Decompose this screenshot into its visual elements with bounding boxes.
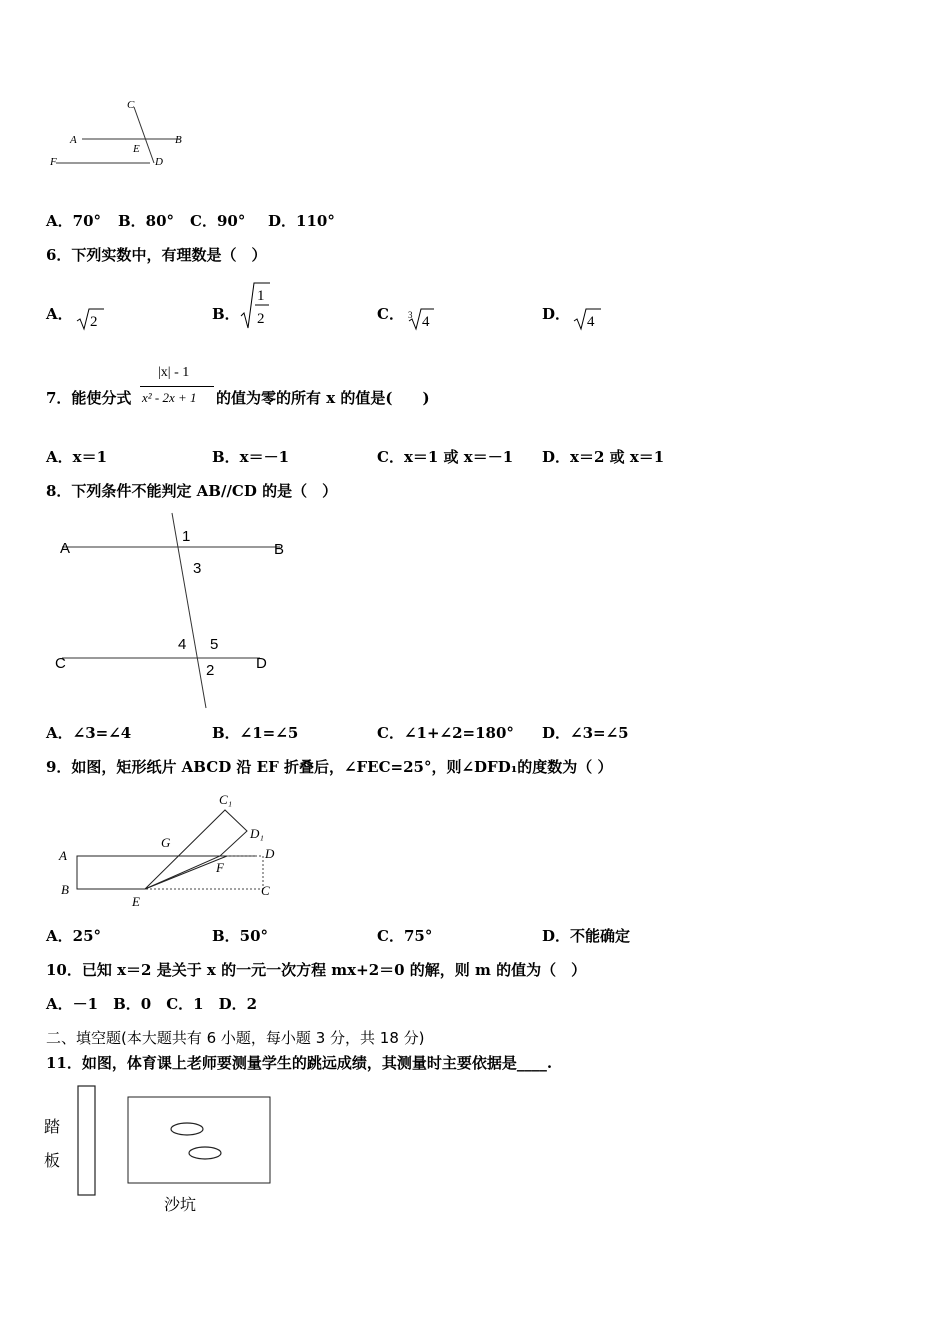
- q11-pit-label: 沙坑: [164, 1195, 197, 1214]
- q5-label-d: D: [155, 156, 163, 168]
- q6-stem: 6．下列实数中，有理数是（ ）: [46, 246, 267, 264]
- q5-option-a: A．70°: [46, 212, 102, 230]
- q7-numerator: |x| - 1: [158, 365, 190, 380]
- q6-option-d-label: D．: [542, 305, 571, 323]
- q8-stem: 8．下列条件不能判定 AB//CD 的是（ ）: [46, 482, 338, 500]
- q9-label-d: D: [265, 846, 275, 861]
- q6-option-b-sqrt-half: [240, 280, 272, 332]
- q10-stem: 10．已知 x＝2 是关于 x 的一元一次方程 mx+2＝0 的解，则 m 的值为（ ）: [46, 961, 587, 979]
- q11-board-char-2: 板: [44, 1151, 61, 1170]
- q5-figure: [40, 95, 200, 175]
- q7-prefix: 7．能使分式: [46, 389, 132, 407]
- q7-suffix: 的值为零的所有 x 的值是( ): [216, 389, 430, 407]
- q10-options: A．－1 B．0 C．1 D．2: [46, 995, 258, 1013]
- q6-option-a-sqrt2: [76, 306, 106, 332]
- q9-label-f: F: [216, 860, 224, 875]
- q9-option-c: C．75°: [377, 927, 433, 945]
- q5-option-b: B．80°: [118, 212, 175, 230]
- q9-option-d: D．不能确定: [542, 927, 631, 945]
- q9-label-b: B: [61, 882, 69, 897]
- q7-option-a: A．x＝1: [46, 448, 108, 466]
- q7-option-b: B．x＝－1: [212, 448, 290, 466]
- q5-option-c: C．90°: [190, 212, 246, 230]
- q8-label-2: 2: [206, 662, 215, 679]
- q9-label-a: A: [59, 848, 67, 863]
- q8-option-c: C．∠1+∠2=180°: [377, 724, 514, 742]
- q11-board-char-1: 踏: [44, 1117, 61, 1136]
- q9-label-d1: D₁: [250, 826, 264, 841]
- q8-label-3: 3: [193, 560, 202, 577]
- q6-c-radicand: 4: [422, 314, 430, 330]
- q8-label-5: 5: [210, 636, 219, 653]
- q11-board: [78, 1086, 95, 1195]
- q8-figure: [50, 508, 300, 713]
- q11-footprint-2: [189, 1147, 221, 1159]
- q9-label-g: G: [161, 835, 171, 850]
- q8-label-d: D: [256, 655, 267, 672]
- q11-sandpit: [128, 1097, 270, 1183]
- q5-label-f: F: [50, 156, 57, 168]
- q8-option-d: D．∠3=∠5: [542, 724, 629, 742]
- q9-figure: [55, 788, 285, 912]
- q6-d-radicand: 4: [587, 314, 595, 330]
- q8-label-4: 4: [178, 636, 187, 653]
- q9-label-e: E: [132, 894, 140, 909]
- q8-label-b: B: [274, 541, 285, 558]
- q5-label-e: E: [133, 143, 140, 155]
- q6-option-d-sqrt4: [573, 306, 603, 332]
- q6-b-numerator: 1: [257, 288, 265, 304]
- q11-footprint-1: [171, 1123, 203, 1135]
- q9-label-c: C: [261, 883, 270, 898]
- q11-figure: [40, 1082, 280, 1222]
- q9-label-c1: C₁: [219, 792, 233, 807]
- q6-option-c-cbrt4: [406, 306, 436, 332]
- q6-c-index: 3: [408, 310, 413, 320]
- q5-option-d: D．110°: [268, 212, 335, 230]
- section2-title: 二、填空题(本大题共有 6 小题，每小题 3 分，共 18 分): [46, 1029, 425, 1047]
- q8-option-a: A．∠3=∠4: [46, 724, 132, 742]
- q9-option-a: A．25°: [46, 927, 102, 945]
- q7-option-c: C．x＝1 或 x＝－1: [377, 448, 514, 466]
- q11-stem: 11．如图，体育课上老师要测量学生的跳远成绩，其测量时主要依据是____.: [46, 1054, 553, 1072]
- q7-fraction-bar: [140, 386, 214, 387]
- q5-label-a: A: [70, 134, 77, 146]
- q8-label-c: C: [55, 655, 66, 672]
- q9-option-b: B．50°: [212, 927, 269, 945]
- q6-a-radicand: 2: [90, 314, 98, 330]
- q6-option-c-label: C．: [377, 305, 404, 323]
- q8-label-a: A: [60, 540, 71, 557]
- q5-label-b: B: [175, 134, 182, 146]
- q8-label-1: 1: [182, 528, 191, 545]
- q5-label-c: C: [127, 99, 135, 111]
- q8-option-b: B．∠1=∠5: [212, 724, 299, 742]
- q6-option-a-label: A．: [46, 305, 73, 323]
- q7-option-d: D．x＝2 或 x＝1: [542, 448, 665, 466]
- q6-b-denominator: 2: [257, 311, 265, 327]
- q6-option-b-label: B．: [212, 305, 240, 323]
- q9-stem: 9．如图，矩形纸片 ABCD 沿 EF 折叠后，∠FEC=25°，则∠DFD₁的度数为（ ）: [46, 758, 613, 776]
- q7-denominator: x² - 2x + 1: [142, 390, 197, 405]
